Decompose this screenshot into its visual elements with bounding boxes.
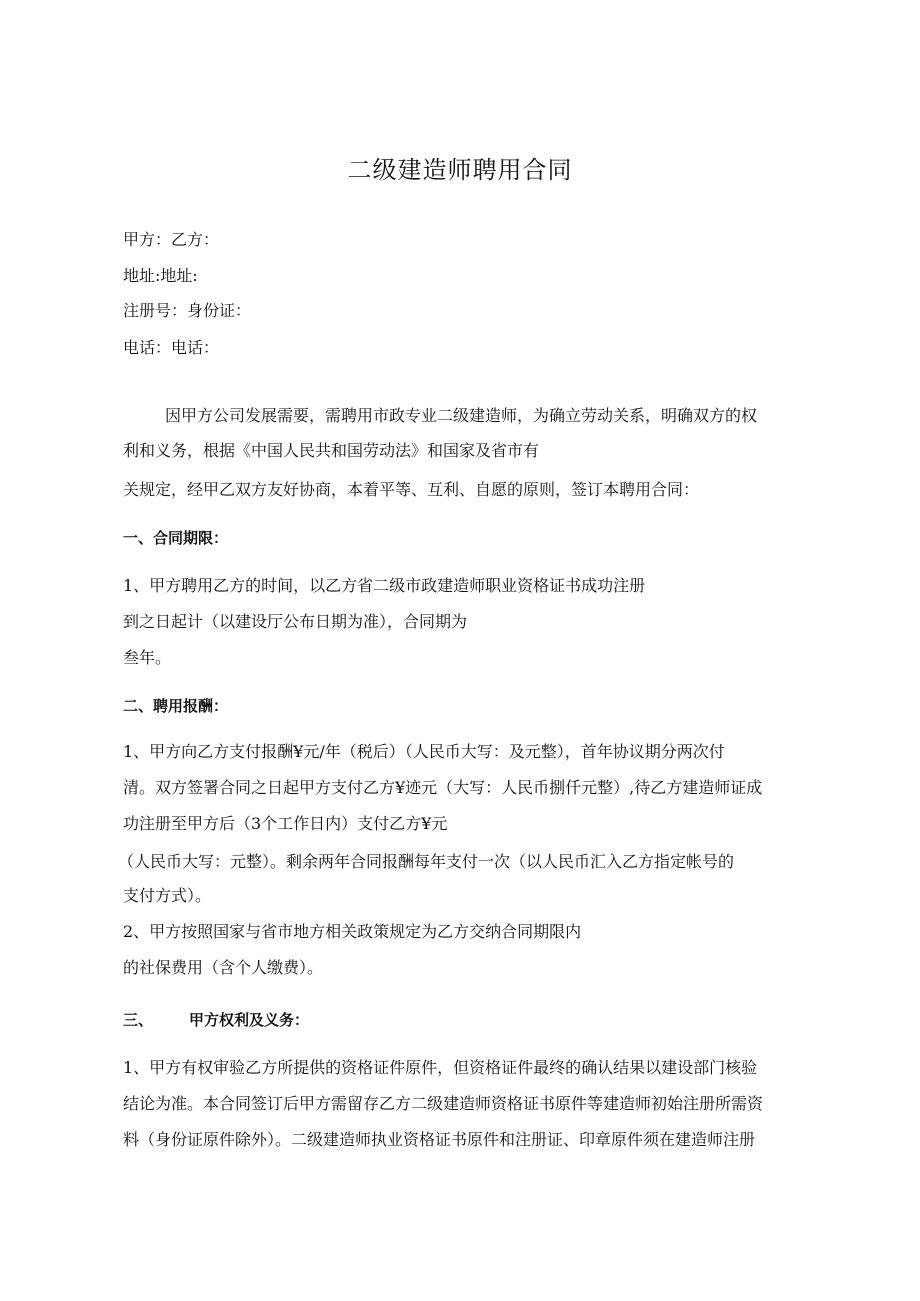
section2-line-4: （人民币大写：元整）。剩余两年合同报酬每年支付一次（以人民币汇入乙方指定帐号的 — [118, 852, 735, 871]
section2-line-2: 清。双方签署合同之日起甲方支付乙方¥迹元（大写：人民币捌仟元整）,待乙方建造师证成 — [123, 778, 763, 797]
section3-line-1: 1、甲方有权审验乙方所提供的资格证件原件，但资格证件最终的确认结果以建设部门核验 — [123, 1058, 758, 1077]
section2-line-3: 功注册至甲方后（3个工作日内）支付乙方¥元 — [123, 814, 448, 833]
section3-heading — [123, 1008, 309, 1032]
party-id-line: 注册号：身份证： — [123, 301, 252, 320]
intro-line-2: 利和义务，根据《中国人民共和国劳动法》和国家及省市有 — [123, 441, 540, 460]
party-names-line: 甲方：乙方： — [123, 230, 220, 249]
intro-line-1: 因甲方公司发展需要，需聘用市政专业二级建造师，为确立劳动关系，明确双方的权 — [165, 406, 758, 425]
section1-heading: 一、合同期限： — [123, 529, 229, 547]
section1-line-3: 叁年。 — [123, 648, 172, 667]
intro-line-3: 关规定，经甲乙双方友好协商，本着平等、互利、自愿的原则，签订本聘用合同： — [123, 480, 700, 499]
section2-line-7: 的社保费用（含个人缴费）。 — [123, 958, 324, 977]
section3-heading-text: 甲方权利及义务： — [189, 1011, 310, 1029]
section2-heading: 二、聘用报酬： — [123, 697, 229, 715]
section1-line-2: 到之日起计（以建设厅公布日期为准），合同期为 — [123, 612, 468, 631]
party-address-line: 地址:地址: — [123, 266, 198, 285]
section3-line-2: 结论为准。本合同签订后甲方需留存乙方二级建造师资格证书原件等建造师初始注册所需资 — [123, 1094, 764, 1113]
section3-heading-number: 三、 — [123, 1011, 154, 1029]
section2-line-5: 支付方式）。 — [123, 886, 212, 905]
party-phone-line: 电话：电话： — [123, 338, 220, 357]
section1-line-1: 1、甲方聘用乙方的时间，以乙方省二级市政建造师职业资格证书成功注册 — [123, 576, 646, 595]
document-title: 二级建造师聘用合同 — [347, 156, 573, 184]
section2-line-6: 2、甲方按照国家与省市地方相关政策规定为乙方交纳合同期限内 — [123, 922, 582, 941]
section2-line-1: 1、甲方向乙方支付报酬¥元/年（税后）（人民币大写：及元整），首年协议期分两次付 — [123, 742, 725, 761]
section3-line-3: 料（身份证原件除外）。二级建造师执业资格证书原件和注册证、印章原件须在建造师注册 — [123, 1130, 756, 1149]
